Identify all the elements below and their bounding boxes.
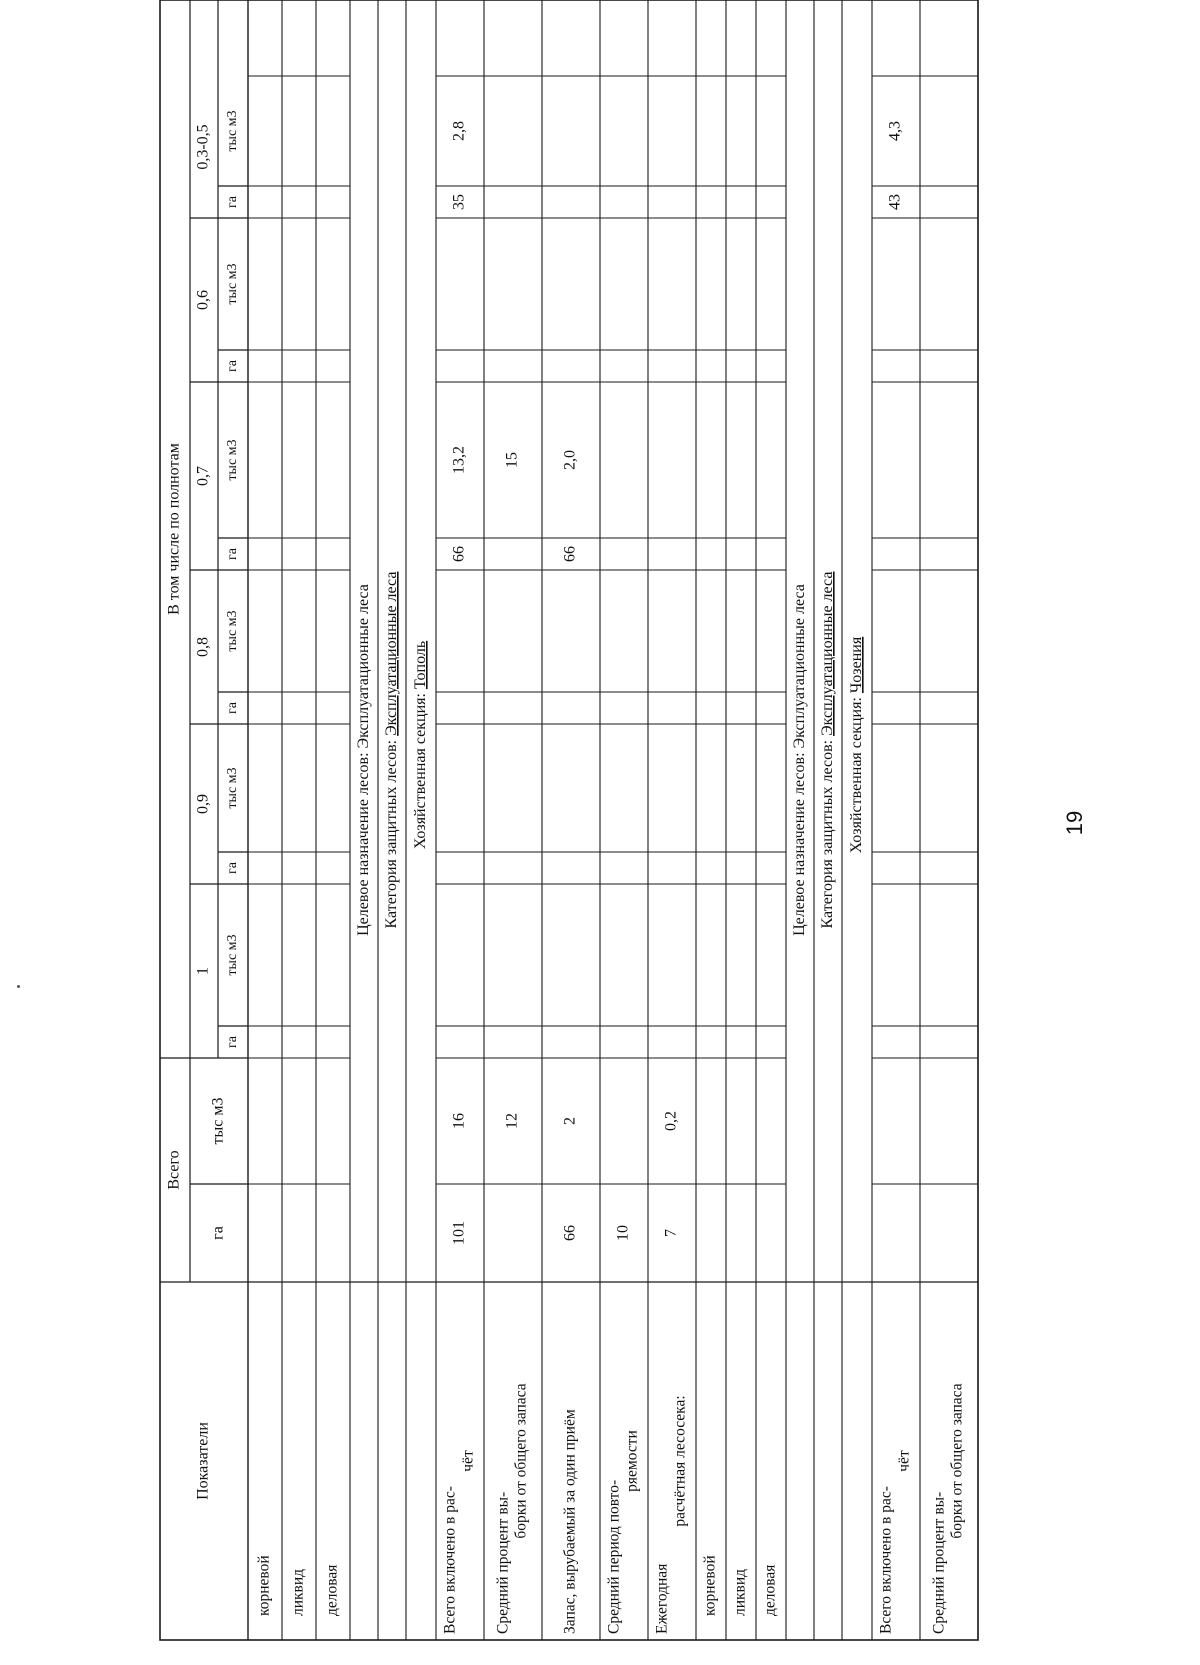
- density-group-label: 0,3-0,5: [194, 124, 212, 170]
- density-unit-ha: га: [225, 196, 241, 208]
- row-label: корневой: [255, 1555, 273, 1616]
- row-label: деловая: [323, 1564, 341, 1616]
- cell-total-volume: 12: [503, 1113, 521, 1129]
- rotated-table: [160, 0, 978, 1640]
- section-title-section: Хозяйственная секция: Чозения: [847, 636, 865, 854]
- cell-total-volume: 0,2: [662, 1111, 680, 1131]
- cell-total-ha: 7: [662, 1229, 680, 1237]
- density-unit-ha: га: [225, 1036, 241, 1048]
- density-group-label: 1: [194, 967, 212, 975]
- section-title-section: Хозяйственная секция: Тополь: [411, 640, 429, 850]
- density-group-label: 0,8: [194, 637, 212, 657]
- header-by-density: В том числе по полнотам: [165, 443, 183, 615]
- cell-value: 4,3: [886, 121, 904, 141]
- row-label: борки от общего запаса: [512, 1383, 530, 1539]
- header-indicators: Показатели: [194, 1422, 212, 1500]
- cell-value: 2,0: [561, 450, 579, 470]
- section-title-purpose: Целевое назначение лесов: Эксплуатационные леса: [790, 584, 808, 936]
- row-label: ликвид: [731, 1568, 749, 1616]
- cell-value: 13,2: [450, 446, 468, 474]
- row-label: Всего включено в рас-: [441, 1486, 459, 1634]
- density-unit-ha: га: [225, 548, 241, 560]
- cell-value: 35: [450, 194, 468, 210]
- cell-total-ha: 101: [450, 1221, 468, 1245]
- row-label: чёт: [895, 1450, 913, 1472]
- cell-value: 66: [450, 546, 468, 562]
- row-label: ликвид: [289, 1568, 307, 1616]
- row-label: Средний период повто-: [605, 1479, 623, 1634]
- row-label: Средний процент вы-: [494, 1491, 512, 1634]
- cell-total-ha: 66: [561, 1225, 579, 1241]
- cell-value: 2,8: [450, 121, 468, 141]
- density-unit-volume: тыс м3: [225, 110, 241, 152]
- row-label: деловая: [761, 1564, 779, 1616]
- header-total: Всего: [165, 1150, 183, 1190]
- row-label: Всего включено в рас-: [877, 1486, 895, 1634]
- density-unit-volume: тыс м3: [225, 263, 241, 305]
- row-label: Средний процент вы-: [930, 1491, 948, 1634]
- row-label: борки от общего запаса: [948, 1383, 966, 1539]
- row-label: ряемости: [623, 1430, 641, 1492]
- cell-total-volume: 2: [561, 1117, 579, 1125]
- cell-total-volume: 16: [450, 1113, 468, 1129]
- row-label: Запас, вырубаемый за один приём: [561, 1409, 579, 1634]
- header-unit-volume: тыс м3: [209, 1097, 227, 1145]
- header-unit-ha: га: [209, 1226, 227, 1240]
- row-label: чёт: [459, 1450, 477, 1472]
- density-unit-ha: га: [225, 702, 241, 714]
- cell-total-ha: 10: [614, 1225, 632, 1241]
- page-number: 19: [1062, 810, 1087, 836]
- density-unit-volume: тыс м3: [225, 767, 241, 809]
- row-label: расчётная лесосека:: [671, 1395, 689, 1527]
- density-unit-ha: га: [225, 360, 241, 372]
- section-title-category: Категория защитных лесов: Эксплуатационные леса: [818, 571, 836, 929]
- row-label: корневой: [701, 1555, 719, 1616]
- cell-value: 43: [886, 194, 904, 210]
- section-title-category: Категория защитных лесов: Эксплуатационные леса: [382, 571, 400, 929]
- density-group-label: 0,7: [194, 466, 212, 486]
- row-label: Ежегодная: [653, 1563, 671, 1634]
- cell-value: 15: [503, 452, 521, 468]
- density-unit-volume: тыс м3: [225, 934, 241, 976]
- scan-speck: [17, 985, 20, 988]
- density-unit-volume: тыс м3: [225, 610, 241, 652]
- density-group-label: 0,6: [194, 290, 212, 310]
- density-unit-ha: га: [225, 862, 241, 874]
- density-group-label: 0,9: [194, 794, 212, 814]
- density-unit-volume: тыс м3: [225, 439, 241, 481]
- cell-value: 66: [561, 546, 579, 562]
- section-title-purpose: Целевое назначение лесов: Эксплуатационные леса: [354, 584, 372, 936]
